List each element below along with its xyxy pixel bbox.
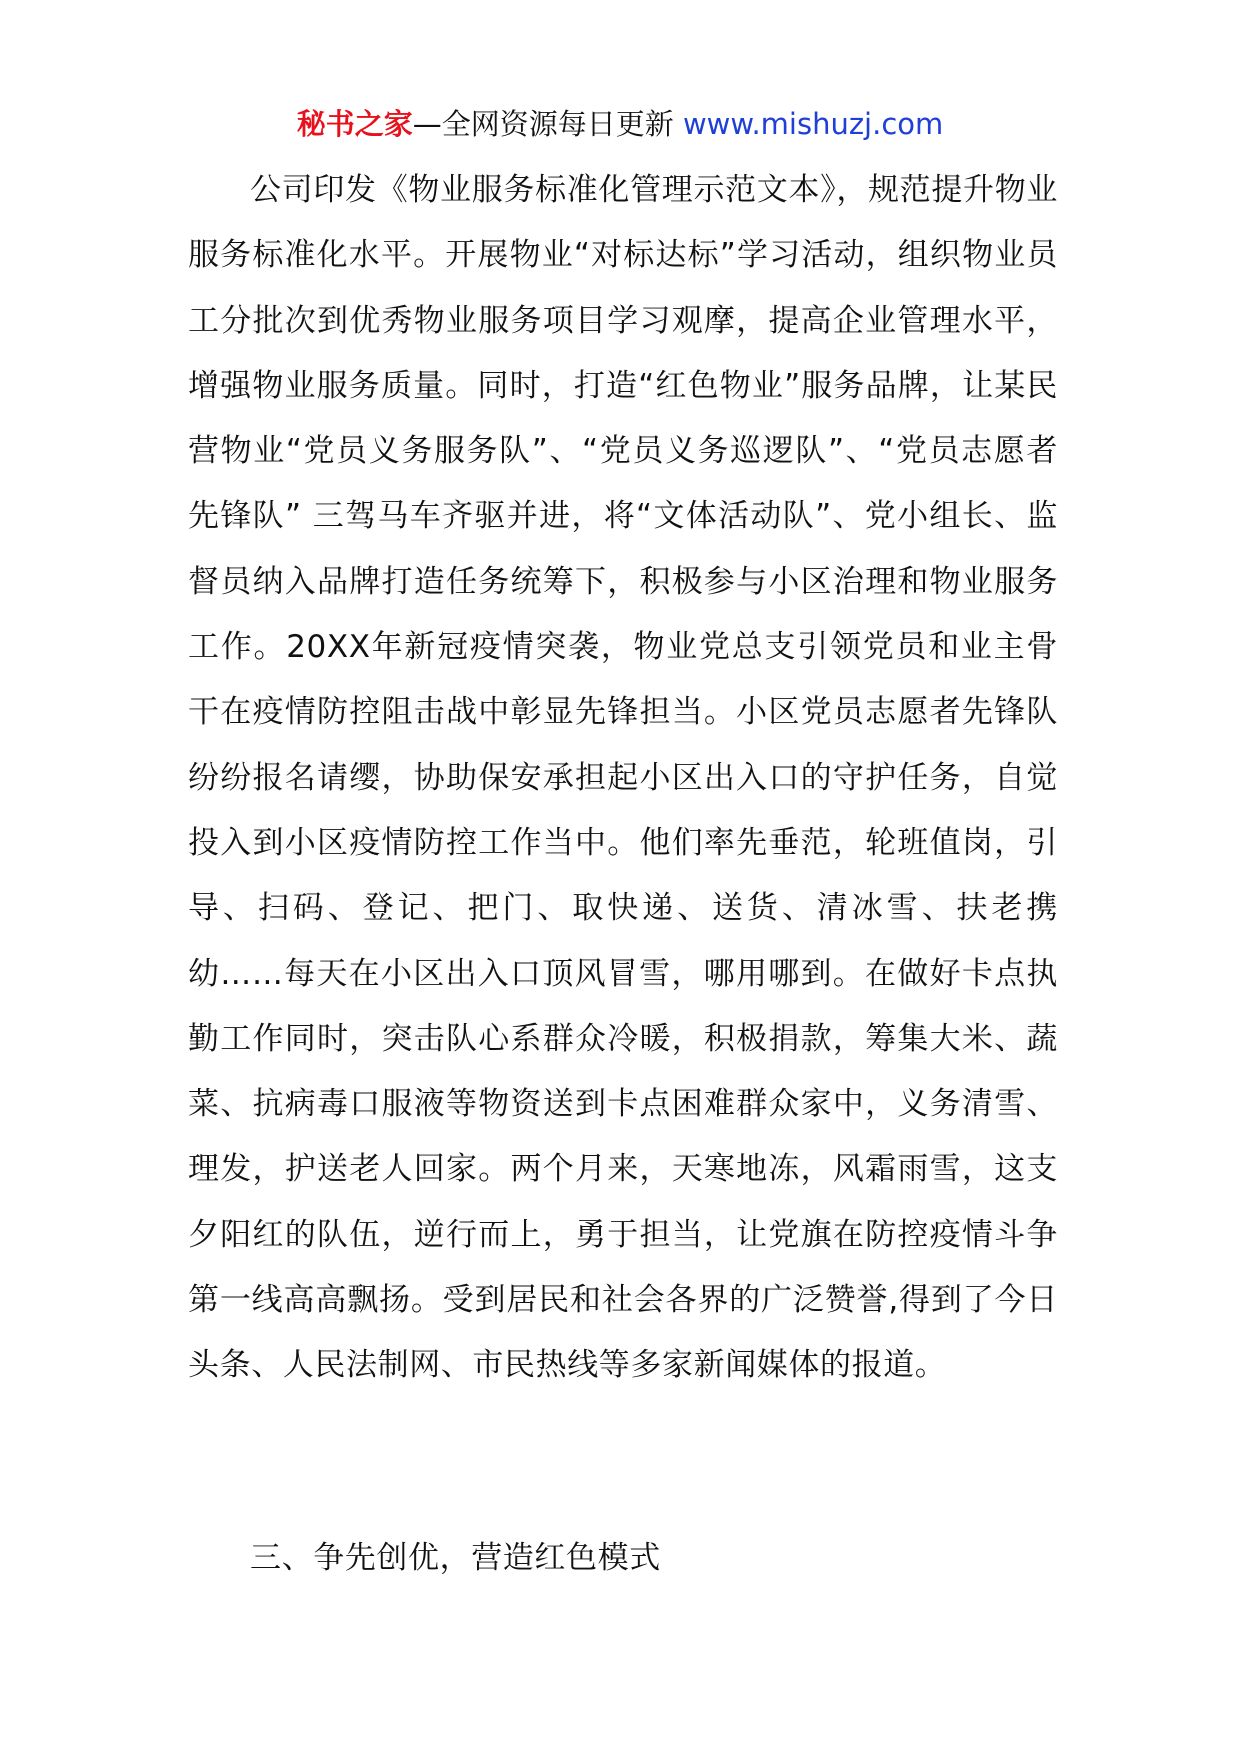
section-heading: 三、争先创优，营造红色模式	[250, 1540, 661, 1576]
header-url-link[interactable]: www.mishuzj.com	[682, 107, 944, 141]
header-tagline: —全网资源每日更新	[412, 107, 683, 141]
document-body	[188, 158, 1058, 1399]
body-paragraph: 公司印发《物业服务标准化管理示范文本》，规范提升物业服务标准化水平。开展物业“对标达标”学习活动，组织物业员工分批次到优秀物业服务项目学习观摩，提高企业管理水平，增强物业服务质量。同时，打造“红色物业”服务品牌，让某民营物业“党员义务服务队”、“党员义务巡逻队”、“党员志愿者先锋队” 三驾马车齐驱并进，将“文体活动队”、党小组长、监督员纳入品牌打造任务统筹下，积极参与小区治理和物业服务工作。20XX年新冠疫情突袭，物业党总支引领党员和业主骨干在疫情防控阻击战中彰显先锋担当。小区党员志愿者先锋队纷纷报名请缨，协助保安承担起小区出入口的守护任务，自觉投入到小区疫情防控工作当中。他们率先垂范，轮班值岗，引导、扫码、登记、把门、取快递、送货、清冰雪、扶老携幼……每天在小区出入口顶风冒雪，哪用哪到。在做好卡点执勤工作同时，突击队心系群众冷暖，积极捐款，筹集大米、蔬菜、抗病毒口服液等物资送到卡点困难群众家中，义务清雪、理发，护送老人回家。两个月来，天寒地冻，风霜雨雪，这支夕阳红的队伍，逆行而上，勇于担当，让党旗在防控疫情斗争第一线高高飘扬。受到居民和社会各界的广泛赞誉,得到了今日头条、人民法制网、市民热线等多家新闻媒体的报道。	[188, 172, 1058, 1384]
watermark-header	[0, 104, 1240, 144]
header-brand: 秘书之家	[296, 107, 413, 141]
